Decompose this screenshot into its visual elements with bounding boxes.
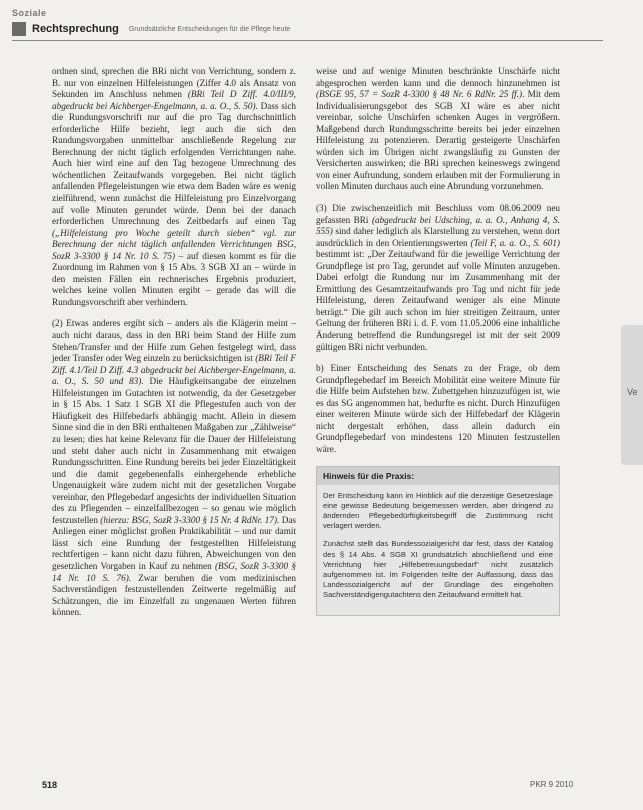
section-title: Rechtsprechung xyxy=(32,23,119,35)
left-paragraph-2: (2) Etwas anderes ergibt sich – anders als die Klägerin meint – auch nicht daraus, dass in den BRi beim Stand der Hilfe zum Stehen/Transfer und der Hilfe zum Gehen festgelegt wird, dass jeder Transfer oder Weg einzeln zu berücksichtigen ist (BRi Teil F Ziff. 4.1/Teil D Ziff. 4.3 abgedruckt bei Aichberger-Engelmann, a. a. O., S. 50 und 83). Die Häufigkeitsangabe der einzelnen Hilfeleistungen im Gutachten ist notwendig, da der Gesetzgeber in § 15 Abs. 1 Satz 1 SGB XI die Pflegestufen auch von der Häufigkeit des Hilfebedarfs abhängig macht. Allein in diesem Sinne sind die in den BRi enthaltenen Maßgaben zur „Zählweise“ zu lesen; dies hat keine Relevanz für die Dauer der Hilfeleistung und steht daher auch nicht in Zusammenhang mit etwaigen Rundungsschritten. Eine Rundung bereits bei jeder Einzeltätigkeit und die damit gegebenenfalls einhergehende erhebliche Ungenauigkeit wäre zudem nicht mit der gesetzlichen Vorgabe vereinbar, den Pflegebedarf angesichts der individuellen Situation des zu Pflegenden – einzelfallbezogen – so genau wie möglich festzustellen (hierzu: BSG, SozR 3-3300 § 15 Nr. 4 RdNr. 17). Das Anliegen einer möglichst großen Praktikabilität – und nur damit lässt sich eine Rundung der festgestellten Hilfeleistung rechtfertigen – kann nicht dazu führen, Abweichungen von den gesetzlichen Vorgaben in Kauf zu nehmen (BSG, SozR 3-3300 § 14 Nr. 10 S. 76). Zwar beruhen die vom medizinischen Sachverständigen festzustellenden Zeitwerte regelmäßig auf Schätzungen, die im Einzelfall zu ungenauen Werten führen können. xyxy=(52,318,297,618)
right-paragraph-1: weise und auf wenige Minuten beschränkte Unschärfe nicht abgesprochen werden kann und die dennoch hinzunehmen ist (BSGE 95, 57 = SozR 4-3300 § 48 Nr. 6 RdNr. 25 ff.). Mit dem Individualisierungsgebot des SGB XI wäre es aber nicht vereinbar, solche Unschärfen schenken Auges in vergrößern. Maßgebend durch Rundungsschritte bereits bei jeder einzelnen Hilfeleistung zu potenzieren. Derartig gesteigerte Unschärfen würden sich im Übrigen nicht zwangsläufig zu Gunsten der Versicherten auswirken; die BRi sprechen keineswegs zwingend von einer Aufrundung, sondern erlauben mit der Formulierung in vollen Minuten durchaus auch eine Abrundung vorzunehmen. xyxy=(316,66,561,192)
left-paragraph-1: ordnen sind, sprechen die BRi nicht von Verrichtung, sondern z. B. nur von einzelnen Hilfeleistungen (Ziffer 4.0 als Ansatz von Sekunden im Anschluss nehmen (BRi Teil D Ziff. 4.0/III/9, abgedruckt bei Aichberger-Engelmann, a. a. O., S. 50). Dass sich die Rundungsvorschrift nur auf die pro Tag durchschnittlich erforderliche Hilfe bezieht, legt auch die sich den Rundungsvorgaben unmittelbar anschließende Regelung zur Berechnung der nicht täglich erfolgenden Verrichtungen nahe. Auch hier wird eine auf den Tag bezogene Umrechnung des wöchentlichen Zeitaufwands vorgegeben. Bei nicht täglich anfallenden Pflegeleistungen wie etwa dem Baden wäre es wenig zielführend, wenn zunächst die Hilfeleistung pro Einzelvorgang auf volle Minuten gerundet würde. Denn bei der danach erforderlichen Umrechnung des Zeitbedarfs auf einen Tag („Hilfeleistung pro Woche geteilt durch sieben“ vgl. zur Berechnung der nicht täglich anfallenden Verrichtungen BSG, SozR 3-3300 § 14 Nr. 10 S. 75) – auf diesen kommt es für die Zuordnung im Rahmen von § 15 Abs. 3 SGB XI an – würde in den meisten Fällen ein rechnerisches Ergebnis produziert, welches keine vollen Minuten ergibt – gerade das will die Rundungsvorschrift aber verhindern. xyxy=(52,66,296,307)
left-column xyxy=(52,66,296,629)
practice-hint-box xyxy=(316,466,560,616)
header-kicker: Soziale xyxy=(12,8,47,18)
section-marker-icon xyxy=(12,22,26,36)
right-paragraph-3: b) Einer Entscheidung des Senats zu der Frage, ob dem Grundpflegebedarf im Bereich Mobilität eine weitere Minute für die Hilfe beim Aufstehen bzw. Zubettgehen hinzuzufügen ist, wie es das SG angenommen hat, bedurfte es nicht. Durch Hinzufügen einer weiteren Minute würde sich der Hilfebedarf der Klägerin nicht dergestalt erhöhen, dass allein dadurch ein Grundpflegebedarf von mindestens 120 Minuten festzustellen wäre. xyxy=(316,363,560,454)
citation: (BRi Teil F Ziff. 4.1/Teil D Ziff. 4.3 abgedruckt bei Aichberger-Engelmann, a. a. O., S. 50 und 83). xyxy=(52,353,296,387)
header-bar xyxy=(12,22,290,36)
citation: (hierzu: BSG, SozR 3-3300 § 15 Nr. 4 RdNr. 17). xyxy=(100,514,280,525)
citation: (BRi Teil D Ziff. 4.0/III/9, abgedruckt bei Aichberger-Engelmann, a. a. O., S. 50). xyxy=(52,89,296,111)
section-subtitle: Grundsätzliche Entscheidungen für die Pflege heute xyxy=(128,25,291,33)
citation: (BSGE 95, 57 = SozR 4-3300 § 48 Nr. 6 RdNr. 25 ff.) xyxy=(316,89,523,100)
practice-hint-body xyxy=(317,485,559,615)
practice-hint-paragraph-1: Der Entscheidung kann im Hinblick auf die derzeitige Gesetzeslage eine gewisse Bedeutung beigemessen werden, aber dringend zu ändernden Pflegebedürftigkeitsbegriff die Zustimmung nicht verlagert werden. xyxy=(323,490,553,531)
header-rule xyxy=(12,40,603,41)
side-tab xyxy=(621,325,643,465)
citation: (Teil F, a. a. O., S. 601) xyxy=(470,237,560,248)
citation: (BSG, SozR 3-3300 § 14 Nr. 10 S. 76). xyxy=(52,560,296,583)
side-tab-label: Ve xyxy=(627,387,638,397)
practice-hint-title: Hinweis für die Praxis: xyxy=(317,467,559,485)
citation: (abgedruckt bei Udsching, a. a. O., Anhang 4, S. 555) xyxy=(316,214,560,237)
right-paragraph-2: (3) Die zwischenzeitlich mit Beschluss vom 08.06.2009 neu gefassten BRi (abgedruckt bei Udsching, a. a. O., Anhang 4, S. 555) sind daher lediglich als Klarstellung zu verstehen, wenn dort ausdrücklich in den Orientierungswerten (Teil F, a. a. O., S. 601) bestimmt ist: „Der Zeitaufwand für die jeweilige Verrichtung der Grundpflege ist pro Tag, gerundet auf volle Minuten anzugeben. Dabei erfolgt die Rundung nur im Zusammenhang mit der Ermittlung des Gesamtzeitaufwands pro Tag und nicht für jede Hilfeleistung, deren Zeitaufwand weniger als eine Minute beträgt.“ Die gilt auch schon im hier streitigen Zeitraum, unter Geltung der früheren BRi i. d. F. vom 11.05.2006 eine inhaltliche Änderung betreffend die Rundungsregel ist mit der seit 2009 gültigen BRi nicht verbunden. xyxy=(316,203,560,352)
practice-hint-paragraph-2: Zunächst stellt das Bundessozialgericht dar fest, dass der Katalog des § 14 Abs. 4 SGB XI grundsätzlich abschließend und eine Verrichtung hier „Hilfebetreuungsbedarf“ nicht zusätzlich aufgenommen ist. Im Folgenden teilte der Auffassung, dass das Landessozialgericht auf der Grundlage des eingeholten Sachverständigengutachtens den Zeitaufwand ermittelt hat. xyxy=(323,539,553,600)
citation: („Hilfeleistung pro Woche geteilt durch sieben“ vgl. zur Berechnung der nicht täglich anfallenden Verrichtungen BSG, SozR 3-3300 § 14 Nr. 10 S. 75) xyxy=(52,227,296,261)
page-number: 518 xyxy=(42,780,58,790)
issue-label: PKR 9 2010 xyxy=(530,780,574,789)
right-column xyxy=(316,66,560,616)
